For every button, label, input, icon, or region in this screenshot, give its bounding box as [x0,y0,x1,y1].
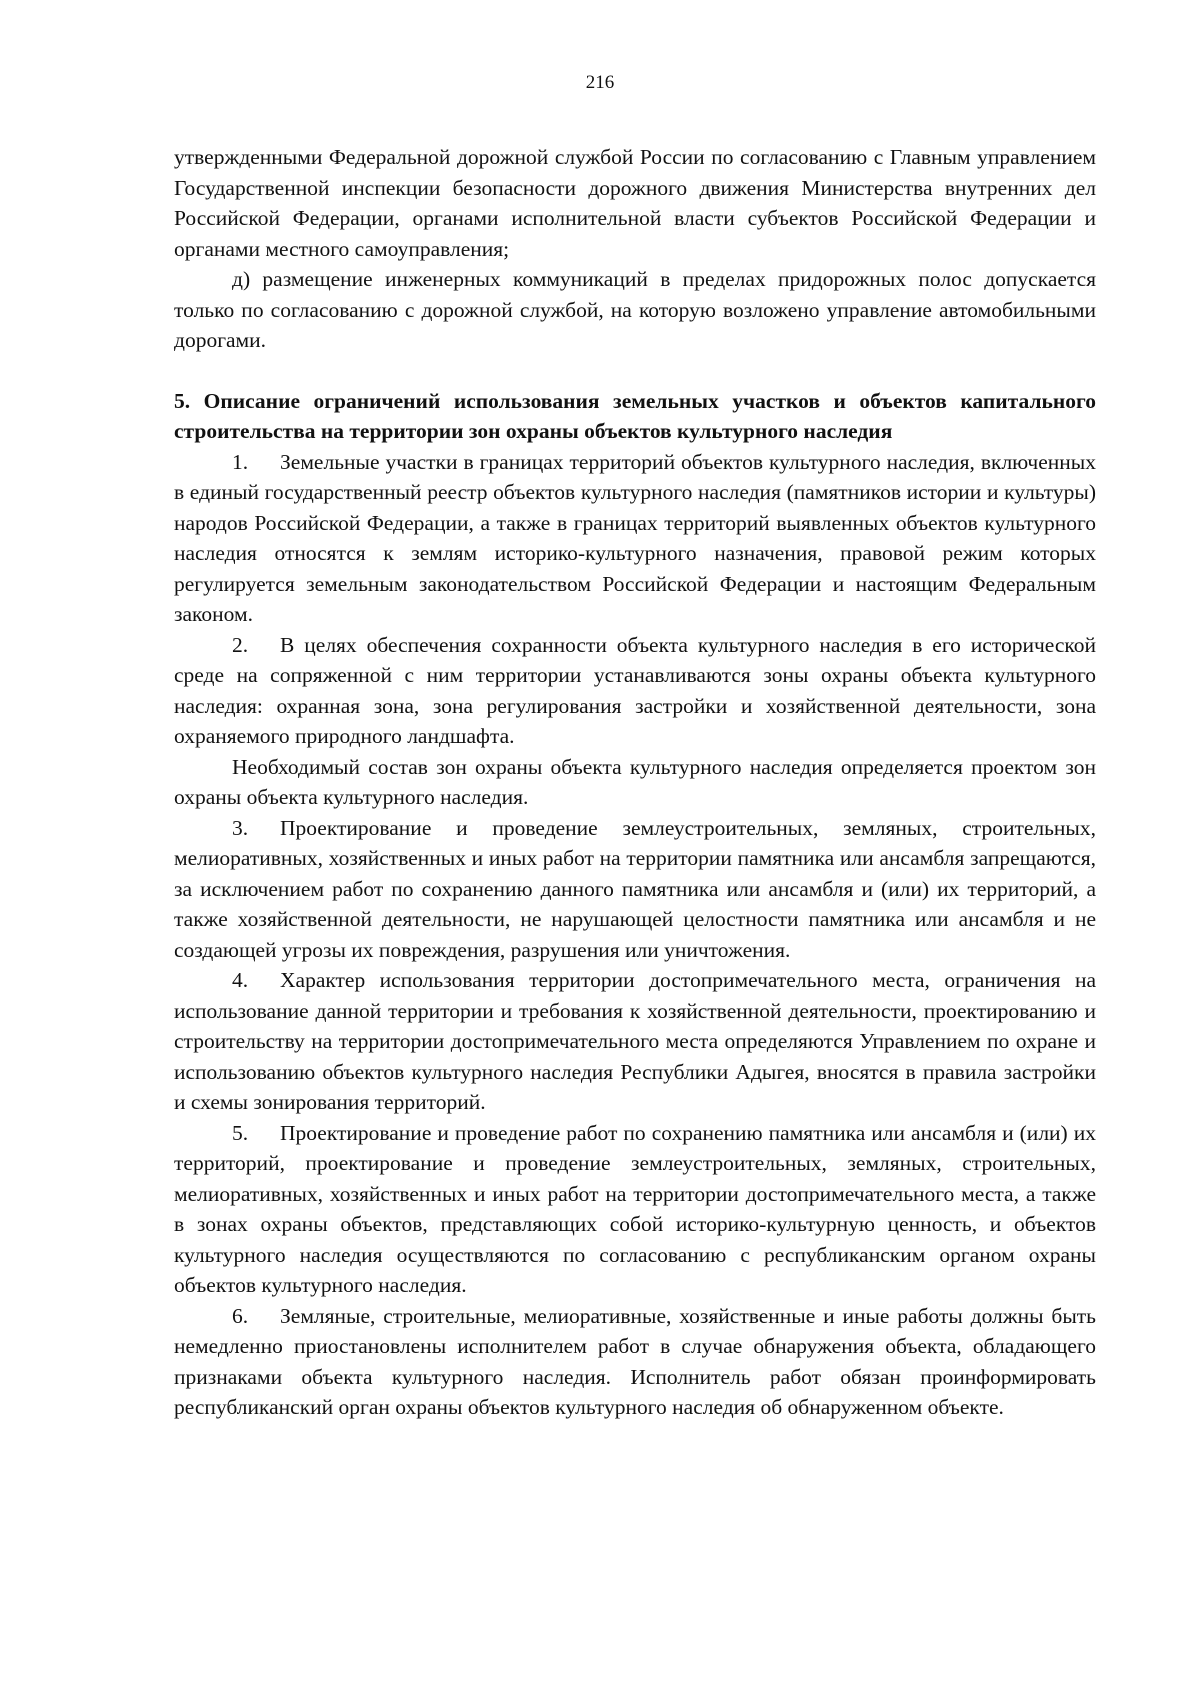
item-number: 1. [232,449,249,474]
list-item-4 [174,965,1096,1118]
section-heading: 5. Описание ограничений использования земельных участков и объектов капитального строительства на территории зон охраны объектов культурного наследия [174,388,1096,443]
list-item-3 [174,813,1096,966]
item-text: Характер использования территории достопримечательного места, ограничения на использование данной территории и требования к хозяйственной деятельности, проектированию и строительству на территории достопримечательного места определяются Управлением по охране и использованию объектов культурного наследия Республики Адыгея, вносятся в правила застройки и схемы зонирования территорий. [174,968,1096,1114]
page-number: 216 [585,72,615,93]
list-item-1 [174,447,1096,630]
list-item-2 [174,630,1096,752]
item-number: 5. [232,1120,249,1145]
item-number: 3. [232,815,249,840]
item-number: 2. [232,632,249,657]
item-number: 6. [232,1303,249,1328]
paragraph-intro: утвержденными Федеральной дорожной службой России по согласованию с Главным управлением Государственной инспекции безопасности дорожного движения Министерства внутренних дел Российской Федерации, органами исполнительной власти субъектов Российской Федерации и органами местного самоуправления; [174,145,1096,261]
document-body [174,142,1096,1423]
paragraph-d: д) размещение инженерных коммуникаций в пределах придорожных полос допускается только по согласованию с дорожной службой, на которую возложено управление автомобильными дорогами. [174,267,1096,352]
item-number: 4. [232,968,249,992]
item-text: Земельные участки в границах территорий объектов культурного наследия, включенных в единый государственный реестр объектов культурного наследия (памятников истории и культуры) народов Российской Федерации, а также в границах территорий выявленных объектов культурного наследия относятся к землям историко-культурного назначения, правовой режим которых регулируется земельным законодательством Российской Федерации и настоящим Федеральным законом. [174,449,1096,626]
item-text: Проектирование и проведение землеустроительных, земляных, строительных, мелиоративных, хозяйственных и иных работ на территории памятника или ансамбля запрещаются, за исключением работ по сохранению данного памятника или ансамбля и (или) их территорий, а также хозяйственной деятельности, не нарушающей целостности памятника или ансамбля и не создающей угрозы их повреждения, разрушения или уничтожения. [174,815,1096,962]
item-text: Проектирование и проведение работ по сохранению памятника или ансамбля и (или) их территорий, проектирование и проведение землеустроительных, земляных, строительных, мелиоративных, хозяйственных и иных работ на территории достопримечательного места, а также в зонах охраны объектов, представляющих собой историко-культурную ценность, и объектов культурного наследия осуществляются по согласованию с республиканским органом охраны объектов культурного наследия. [174,1120,1096,1297]
list-item-6 [174,1301,1096,1423]
list-item-5 [174,1118,1096,1301]
item-text: Необходимый состав зон охраны объекта культурного наследия определяется проектом зон охраны объекта культурного наследия. [174,754,1096,809]
paragraph-zones-composition [174,752,1096,813]
item-text: Земляные, строительные, мелиоративные, хозяйственные и иные работы должны быть немедленно приостановлены исполнителем работ в случае обнаружения объекта, обладающего признаками объекта культурного наследия. Исполнитель работ обязан проинформировать республиканский орган охраны объектов культурного наследия об обнаруженном объекте. [174,1303,1096,1419]
item-text: В целях обеспечения сохранности объекта культурного наследия в его исторической среде на сопряженной с ним территории устанавливаются зоны охраны объекта культурного наследия: охранная зона, зона регулирования застройки и хозяйственной деятельности, зона охраняемого природного ландшафта. [174,632,1096,748]
